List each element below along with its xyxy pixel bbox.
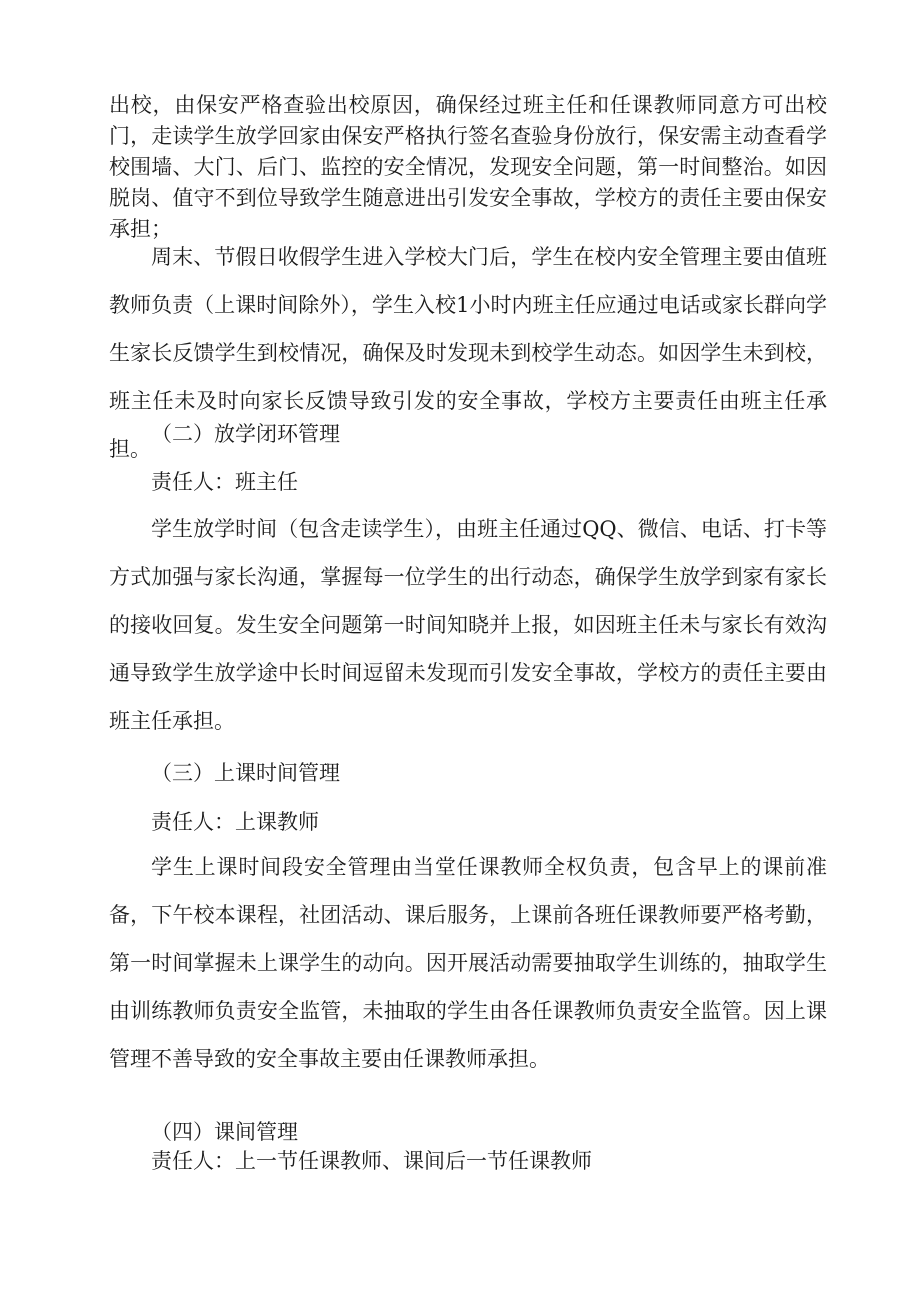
paragraph-dismissal-management: 学生放学时间（包含走读学生），由班主任通过QQ、微信、电话、打卡等方式加强与家长沟通，掌握每一位学生的出行动态，确保学生放学到家有家长的接收回复。发生安全问题第一时间知晓并上报，如因班主任未与家长有效沟通导致学生放学途中长时间逗留未发现而引发安全事故，学校方的责任主要由班主任承担。 xyxy=(109,517,827,733)
responsible-person-class-time: 责任人：上课教师 xyxy=(151,810,319,834)
section-heading-dismissal: （二）放学闭环管理 xyxy=(151,422,340,446)
responsible-person-dismissal: 责任人：班主任 xyxy=(151,470,298,494)
paragraph-weekend-return: 周末、节假日收假学生进入学校大门后，学生在校内安全管理主要由值班教师负责（上课时间除外），学生入校1小时内班主任应通过电话或家长群向学生家长反馈学生到校情况，确保及时发现未到校学生动态。如因学生未到校，班主任未及时向家长反馈导致引发的安全事故，学校方主要责任由班主任承担。 xyxy=(109,245,827,461)
responsible-person-break-time: 责任人：上一节任课教师、课间后一节任课教师 xyxy=(151,1149,592,1173)
paragraph-security-guard-duty: 出校，由保安严格查验出校原因，确保经过班主任和任课教师同意方可出校门，走读学生放学回家由保安严格执行签名查验身份放行，保安需主动查看学校围墙、大门、后门、监控的安全情况，发现安全问题，第一时间整治。如因脱岗、值守不到位导致学生随意进出引发安全事故，学校方的责任主要由保安承担； xyxy=(109,93,827,241)
section-heading-class-time: （三）上课时间管理 xyxy=(151,761,340,785)
section-heading-break-time: （四）课间管理 xyxy=(151,1120,298,1144)
paragraph-class-time-management: 学生上课时间段安全管理由当堂任课教师全权负责，包含早上的课前准备，下午校本课程，社团活动、课后服务，上课前各班任课教师要严格考勤，第一时间掌握未上课学生的动向。因开展活动需要抽取学生训练的，抽取学生由训练教师负责安全监管，未抽取的学生由各任课教师负责安全监管。因上课管理不善导致的安全事故主要由任课教师承担。 xyxy=(109,855,827,1071)
